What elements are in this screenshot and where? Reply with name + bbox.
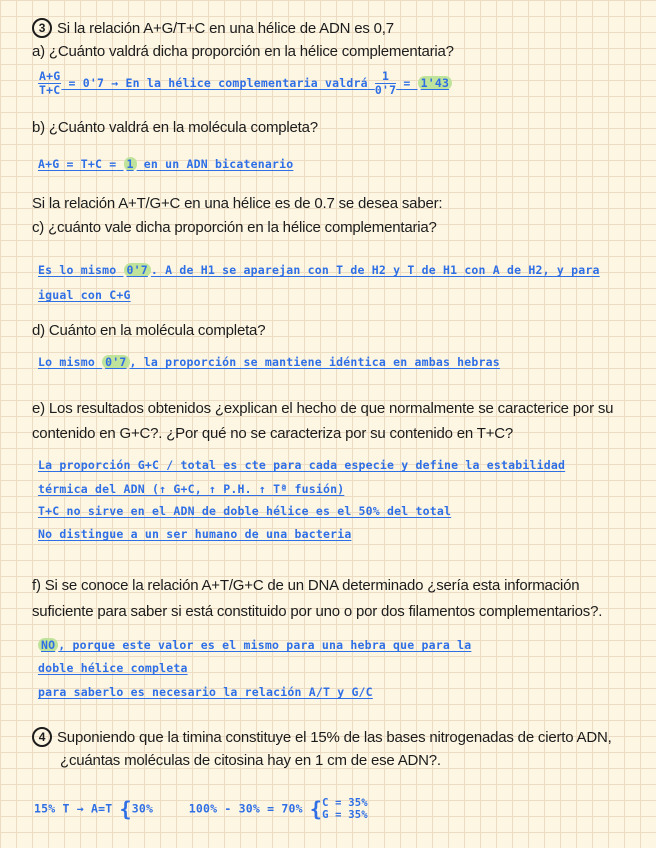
q3d-answer (38, 355, 500, 369)
q3e-answer-line-4: No distingue a un ser humano de una bacteria (38, 527, 352, 541)
q3b-answer-pre: A+G = T+C = (38, 157, 117, 171)
fraction-numerator: A+G (39, 69, 61, 83)
q4-answer-percent: 30% (131, 801, 154, 816)
q3-heading (32, 18, 394, 38)
question-number-badge: 4 (32, 727, 52, 747)
brace-symbol: { (119, 797, 132, 821)
q3f-question-line-1: f) Si se conoce la relación A+T/G+C de un DNA determinado ¿sería esta información (32, 577, 580, 594)
q3-intro-2: Si la relación A+T/G+C en una hélice es de 0.7 se desea saber: (32, 195, 443, 212)
q3f-question-line-2: suficiente para saber si está constituido por uno o por dos filamentos complementarios?. (32, 603, 603, 620)
q3b-answer-post: en un ADN bicatenario (143, 157, 294, 171)
ratio-fraction (38, 70, 61, 97)
q4-heading (32, 727, 612, 747)
q3e-answer-line-2: térmica del ADN (↑ G+C, ↑ P.H. ↑ Tª fusión) (38, 482, 345, 496)
highlighted-result: 1'43 (418, 76, 453, 90)
fraction-denominator: 0'7 (374, 83, 397, 97)
q3e-question-line-2: contenido en G+C?. ¿Por qué no se caracteriza por su contenido en T+C? (32, 425, 514, 442)
fraction-denominator: T+C (39, 83, 61, 97)
q3f-answer-line-2: doble hélice completa (38, 661, 188, 675)
q4-answer (34, 797, 368, 821)
q3d-answer-post: , la proporción se mantiene idéntica en ambas hebras (129, 355, 500, 369)
inverse-fraction (375, 70, 396, 97)
fraction-numerator: 1 (375, 70, 396, 84)
q3b-question: b) ¿Cuánto valdrá en la molécula completa? (32, 119, 318, 136)
q3a-question: a) ¿Cuánto valdrá dicha proporción en la hélice complementaria? (32, 43, 454, 60)
q4-result-stack (322, 797, 368, 821)
q3-title: Si la relación A+G/T+C en una hélice de ADN es 0,7 (57, 20, 394, 37)
q3d-answer-pre: Lo mismo (38, 355, 95, 369)
q3f-answer-line-1 (38, 638, 471, 652)
question-number-badge: 3 (32, 18, 52, 38)
highlighted-result: NO (38, 638, 58, 652)
q3c-question: c) ¿cuánto vale dicha proporción en la hélice complementaria? (32, 219, 437, 236)
q4-answer-part-a: 15% T → A=T (34, 801, 113, 816)
q3f-answer-post: , porque este valor es el mismo para una hebra que para la (58, 638, 472, 652)
q3c-answer-pre: Es lo mismo (38, 263, 117, 277)
equals-sign: = (403, 76, 411, 90)
guanine-value: G = 35% (322, 809, 368, 821)
highlighted-result: 1 (124, 157, 137, 171)
q3f-answer-line-3: para saberlo es necesario la relación A/T y G/C (38, 685, 373, 699)
q3c-answer-line-1 (38, 263, 600, 277)
q4-question-line-2: ¿cuántas moléculas de citosina hay en 1 cm de ese ADN?. (60, 752, 441, 769)
highlighted-result: 0'7 (124, 263, 151, 277)
q3d-question: d) Cuánto en la molécula completa? (32, 322, 266, 339)
q3e-answer-line-3: T+C no sirve en el ADN de doble hélice es el 50% del total (38, 504, 452, 518)
q4-answer-part-b: 100% - 30% = 70% (188, 801, 303, 816)
q3c-answer-post: . A de H1 se aparejan con T de H2 y T de H1 con A de H2, y para (150, 263, 600, 277)
q4-question-line-1: Suponiendo que la timina constituye el 15% de las bases nitrogenadas de cierto ADN, (57, 729, 612, 746)
q3a-answer (38, 70, 452, 97)
q3b-answer (38, 157, 293, 171)
brace-symbol: { (309, 797, 323, 821)
q3e-question-line-1: e) Los resultados obtenidos ¿explican el hecho de que normalmente se caracterice por su (32, 400, 614, 417)
q3e-answer-line-1: La proporción G+C / total es cte para cada especie y define la estabilidad (38, 458, 566, 472)
q3a-answer-text: = 0'7 → En la hélice complementaria valdrá (68, 76, 368, 90)
cytosine-value: C = 35% (322, 797, 368, 809)
highlighted-result: 0'7 (102, 355, 129, 369)
q3c-answer-line-2: igual con C+G (38, 288, 131, 302)
